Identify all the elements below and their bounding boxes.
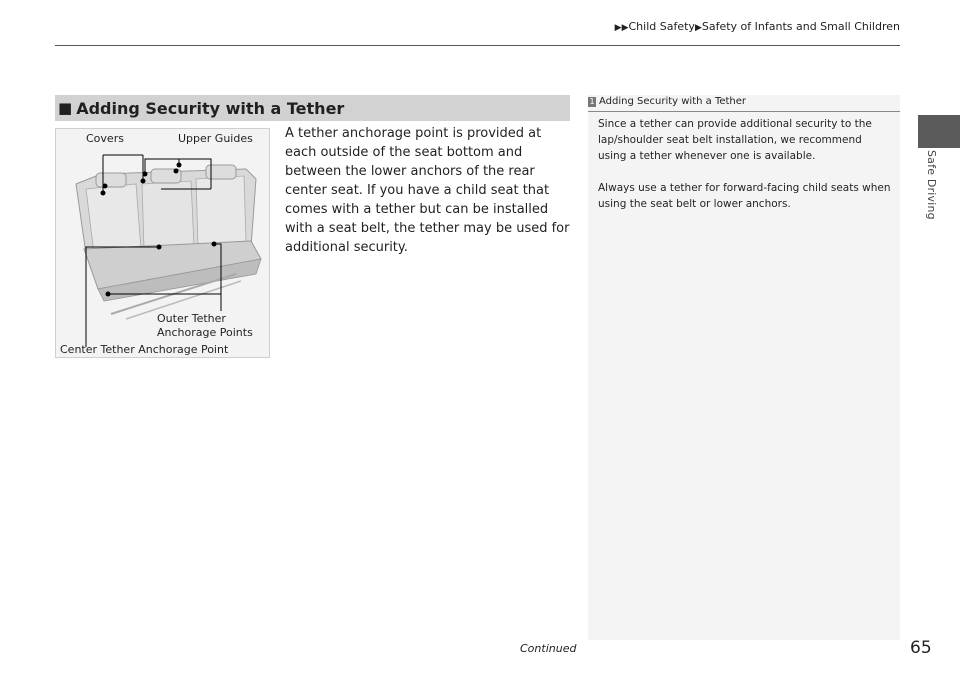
note-panel: [588, 95, 900, 640]
breadcrumb-item-infant-safety[interactable]: Safety of Infants and Small Children: [701, 20, 900, 33]
breadcrumb-arrow-icon: ▶▶: [614, 23, 629, 33]
covers-label: Covers: [86, 132, 124, 145]
section-heading: [55, 95, 570, 121]
note-divider: [588, 111, 900, 112]
side-tab-label[interactable]: Safe Driving: [925, 150, 938, 220]
note-title: [588, 96, 746, 107]
note-paragraph-1: Since a tether can provide additional security to the lap/shoulder seat belt installation, we recommend using a tether whenever one is available.: [598, 118, 872, 162]
note-paragraph-2: Always use a tether for forward-facing child seats when using the seat belt or lower anchors.: [598, 182, 891, 210]
outer-tether-label-line1: Outer Tether: [157, 312, 226, 325]
note-title-text: Adding Security with a Tether: [599, 96, 747, 107]
header-divider: [55, 45, 900, 46]
upper-guides-label: Upper Guides: [178, 132, 253, 145]
section-title: Adding Security with a Tether: [76, 98, 345, 118]
side-tab-marker: [918, 115, 960, 148]
page-number: 65: [910, 638, 932, 658]
breadcrumb-item-child-safety[interactable]: Child Safety: [628, 20, 695, 33]
seat-tether-figure: [55, 128, 270, 358]
outer-tether-label-line2: Anchorage Points: [157, 326, 253, 339]
section-marker-icon: ■: [58, 99, 73, 117]
note-number-icon: 1: [589, 96, 595, 106]
body-paragraph: A tether anchorage point is provided at each outside of the seat bottom and between the lower anchors of the rear center seat. If you have a child seat that comes with a tether but can be installed with a seat belt, the tether may be used for additional security.: [285, 126, 570, 255]
center-tether-label: Center Tether Anchorage Point: [60, 343, 229, 356]
breadcrumb-arrow-icon: ▶: [694, 23, 702, 33]
continued-label: Continued: [520, 642, 577, 655]
breadcrumb: [0, 20, 900, 33]
